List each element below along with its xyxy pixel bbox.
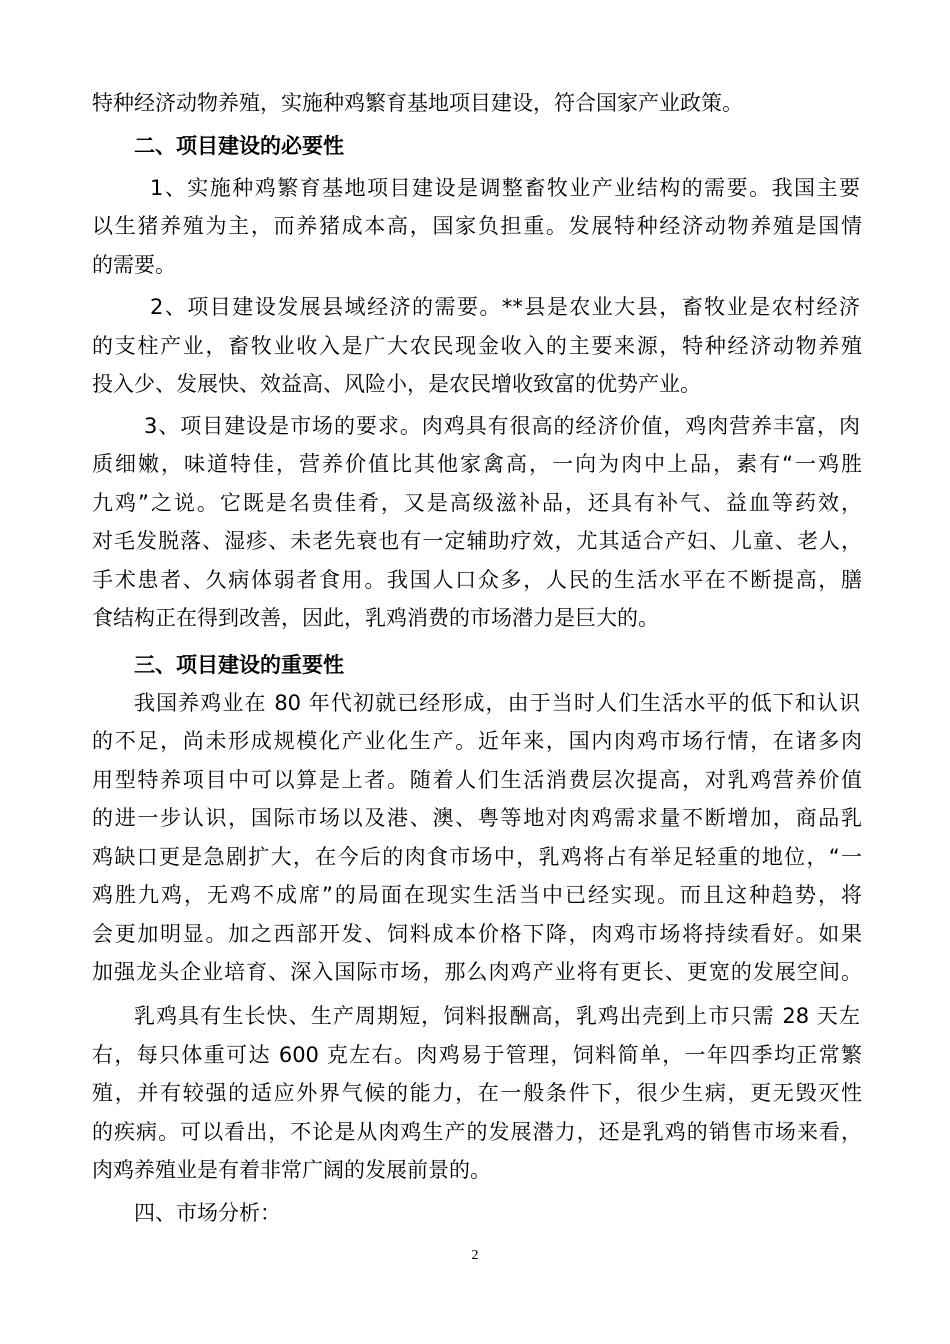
paragraph-line: 的不足，尚未形成规模化产业化生产。近年来，国内肉鸡市场行情，在诸多肉 — [92, 729, 862, 753]
page-number: 2 — [471, 1248, 479, 1263]
section-heading-market-analysis: 四、市场分析： — [134, 1201, 281, 1225]
paragraph-line: 的支柱产业，畜牧业收入是广大农民现金收入的主要来源，特种经济动物养殖 — [92, 334, 862, 358]
paragraph-line: 特种经济动物养殖，实施种鸡繁育基地项目建设，符合国家产业政策。 — [92, 91, 743, 115]
paragraph-line: 以生猪养殖为主，而养猪成本高，国家负担重。发展特种经济动物养殖是国情 — [92, 214, 862, 238]
paragraph-line: 2、项目建设发展县域经济的需要。**县是农业大县，畜牧业是农村经济 — [150, 295, 860, 319]
paragraph-line: 3、项目建设是市场的要求。肉鸡具有很高的经济价值，鸡肉营养丰富，肉 — [144, 414, 860, 438]
paragraph-line: 鸡胜九鸡，无鸡不成席”的局面在现实生活当中已经实现。而且这种趋势，将 — [92, 883, 862, 907]
paragraph-line: 的进一步认识，国际市场以及港、澳、粤等地对肉鸡需求量不断增加，商品乳 — [92, 806, 862, 830]
paragraph-line: 投入少、发展快、效益高、风险小，是农民增收致富的优势产业。 — [92, 372, 701, 396]
section-heading-importance: 三、项目建设的重要性 — [134, 653, 344, 677]
paragraph-line: 质细嫩，味道特佳，营养价值比其他家禽高，一向为肉中上品，素有“一鸡胜 — [92, 452, 862, 476]
paragraph-line: 九鸡”之说。它既是名贵佳肴，又是高级滋补品，还具有补气、益血等药效， — [92, 491, 862, 515]
paragraph-line: 殖，并有较强的适应外界气候的能力，在一般条件下，很少生病，更无毁灭性 — [92, 1081, 862, 1105]
paragraph-line: 1、实施种鸡繁育基地项目建设是调整畜牧业产业结构的需要。我国主要 — [150, 176, 860, 200]
paragraph-line: 鸡缺口更是急剧扩大，在今后的肉食市场中，乳鸡将占有举足轻重的地位，“一 — [92, 845, 862, 869]
paragraph-line: 手术患者、久病体弱者食用。我国人口众多，人民的生活水平在不断提高，膳 — [92, 568, 862, 592]
paragraph-line: 加强龙头企业培育、深入国际市场，那么肉鸡产业将有更长、更宽的发展空间。 — [92, 960, 862, 984]
paragraph-line: 肉鸡养殖业是有着非常广阔的发展前景的。 — [92, 1158, 491, 1182]
paragraph-line: 食结构正在得到改善，因此，乳鸡消费的市场潜力是巨大的。 — [92, 606, 659, 630]
paragraph-line: 的疾病。可以看出，不论是从肉鸡生产的发展潜力，还是乳鸡的销售市场来看， — [92, 1120, 862, 1144]
paragraph-line: 用型特养项目中可以算是上者。随着人们生活消费层次提高，对乳鸡营养价值 — [92, 768, 862, 792]
paragraph-line: 对毛发脱落、湿疹、未老先衰也有一定辅助疗效，尤其适合产妇、儿童、老人， — [92, 529, 862, 553]
section-heading-necessity: 二、项目建设的必要性 — [134, 134, 344, 158]
paragraph-line: 的需要。 — [92, 253, 176, 277]
paragraph-line: 会更加明显。加之西部开发、饲料成本价格下降，肉鸡市场将持续看好。如果 — [92, 922, 862, 946]
paragraph-line: 乳鸡具有生长快、生产周期短，饲料报酬高，乳鸡出壳到上市只需 28 天左 — [134, 1004, 860, 1028]
paragraph-line: 我国养鸡业在 80 年代初就已经形成，由于当时人们生活水平的低下和认识 — [134, 691, 860, 715]
paragraph-line: 右，每只体重可达 600 克左右。肉鸡易于管理，饲料简单，一年四季均正常繁 — [92, 1043, 862, 1067]
